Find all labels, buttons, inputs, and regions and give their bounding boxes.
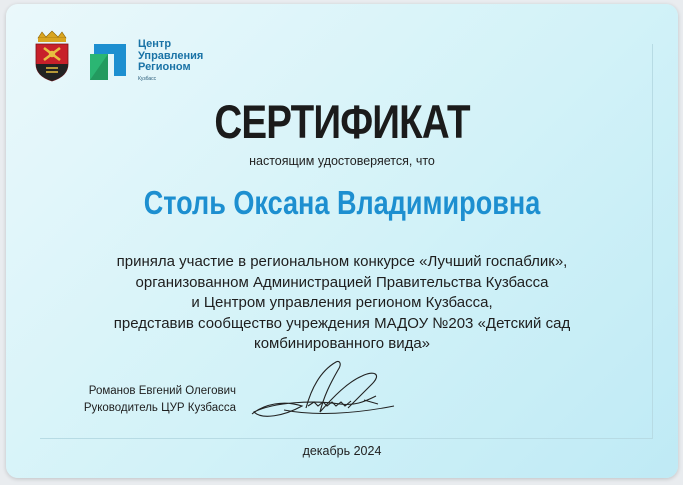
signer-title: Руководитель ЦУР Кузбасса — [83, 402, 236, 414]
certificate-title: СЕРТИФИКАТ — [214, 95, 470, 148]
logo-line-1: Центр — [138, 38, 172, 50]
logo-subtitle: Кузбасс — [138, 76, 157, 82]
body-line: организованном Администрацией Правительства Кузбасса — [135, 273, 549, 291]
cur-logo-mark-icon — [86, 38, 132, 82]
frame-line-right — [652, 44, 653, 438]
handwritten-signature — [244, 356, 404, 430]
kuzbass-coat-of-arms-icon — [32, 30, 72, 82]
logo-line-2: Управления — [138, 49, 204, 62]
certificate-subtitle: настоящим удостоверяется, что — [249, 154, 435, 168]
body-line: и Центром управления регионом Кузбасса, — [191, 294, 493, 311]
frame-line-bottom — [40, 438, 653, 439]
body-line: представив сообщество учреждения МАДОУ №203 «Детский сад — [113, 314, 571, 332]
certificate — [6, 4, 678, 478]
signer-name: Романов Евгений Олегович — [88, 385, 236, 397]
body-line: приняла участие в региональном конкурсе «Лучший госпаблик», — [116, 253, 568, 270]
cur-logo-text — [138, 39, 203, 74]
recipient-name: Столь Оксана Владимировна — [143, 184, 541, 221]
certificate-body — [46, 252, 638, 355]
body-line: комбинированного вида» — [253, 335, 431, 352]
signer-block — [46, 383, 236, 417]
logo-line-3: Регионом — [138, 61, 191, 73]
certificate-date: декабрь 2024 — [302, 444, 382, 458]
